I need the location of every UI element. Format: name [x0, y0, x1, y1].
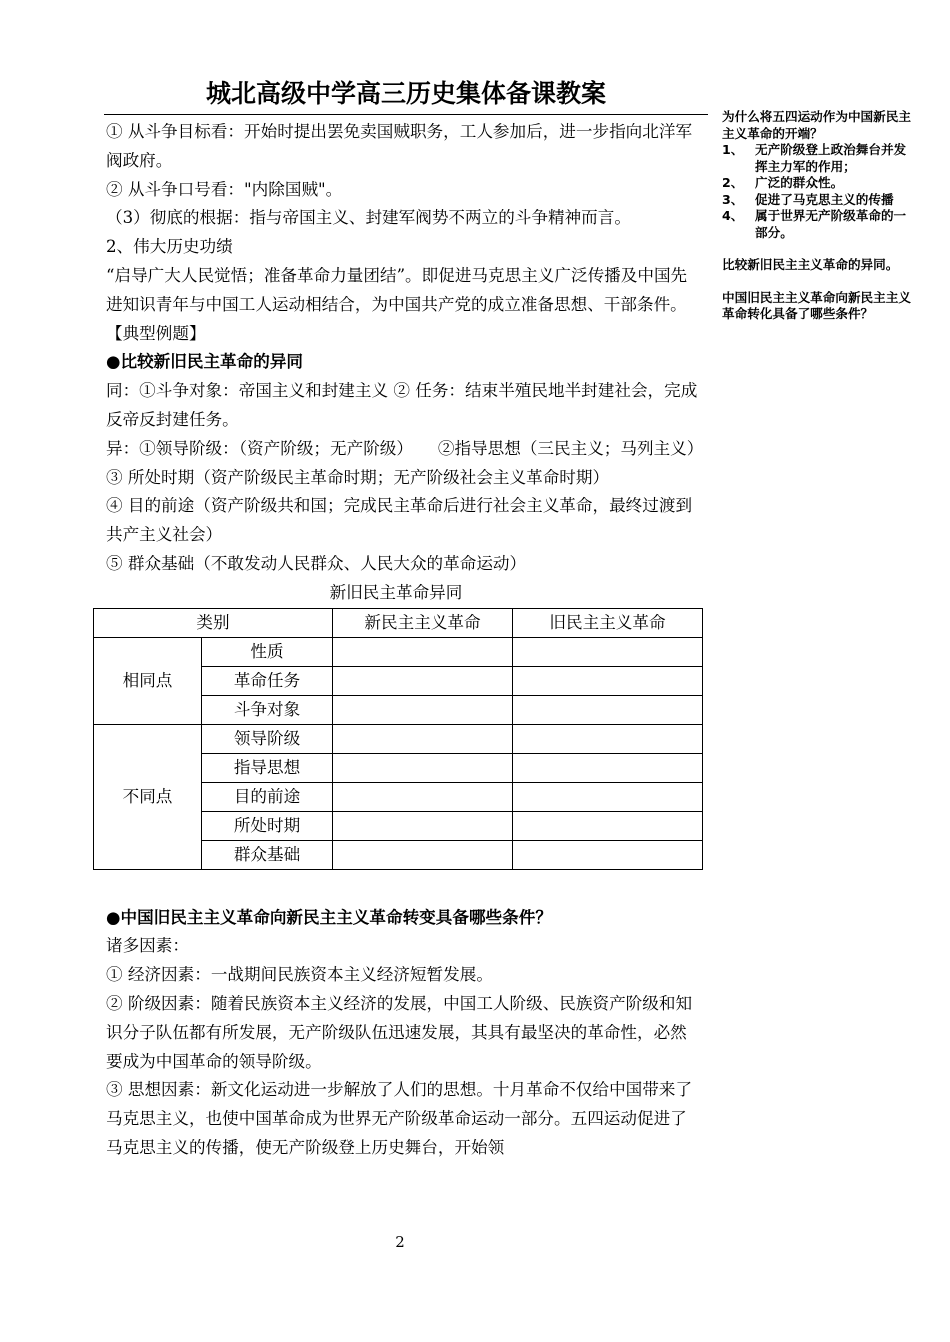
table-cell [333, 840, 513, 869]
row-label: 性质 [202, 637, 333, 666]
page-number: 2 [395, 1233, 405, 1251]
list-text: 属于世界无产阶级革命的一部分。 [755, 208, 907, 240]
page-title: 城北高级中学高三历史集体备课教案 [104, 74, 708, 115]
list-text: 无产阶级登上政治舞台并发挥主力军的作用； [755, 142, 907, 174]
list-item [722, 175, 914, 192]
table-header: 旧民主主义革命 [513, 608, 703, 637]
table-cell [333, 724, 513, 753]
paragraph: 【典型例题】 [106, 323, 206, 343]
section-heading: ●中国旧民主主义革命向新民主主义革命转变具备哪些条件？ [106, 907, 552, 927]
section-heading: ●比较新旧民主革命的异同 [106, 352, 304, 372]
row-label: 目的前途 [202, 782, 333, 811]
table-cell [513, 782, 703, 811]
table-cell [333, 666, 513, 695]
sidebar-question: 为什么将五四运动作为中国新民主主义革命的开端？ [722, 109, 911, 141]
table-cell [513, 840, 703, 869]
table-row [94, 637, 703, 666]
list-number: 2、 [722, 175, 744, 190]
table-cell [513, 724, 703, 753]
table-header: 新民主主义革命 [333, 608, 513, 637]
row-label: 指导思想 [202, 753, 333, 782]
table-cell [333, 637, 513, 666]
paragraph: ⑤ 群众基础（不敢发动人民群众、人民大众的革命运动） [106, 553, 527, 573]
paragraph: （3）彻底的根据：指与帝国主义、封建军阀势不两立的斗争精神而言。 [106, 208, 631, 228]
list-text: 促进了马克思主义的传播 [755, 191, 894, 207]
paragraph: 2、伟大历史功绩 [106, 237, 233, 257]
list-number: 1、 [722, 142, 744, 157]
row-label: 革命任务 [202, 666, 333, 695]
list-item [722, 208, 914, 241]
row-label: 群众基础 [202, 840, 333, 869]
paragraph: ② 从斗争口号看："内除国贼"。 [106, 179, 343, 199]
table-header-row [94, 608, 703, 637]
list-number: 3、 [722, 191, 744, 207]
list-text: 广泛的群众性。 [755, 175, 844, 190]
paragraph: ① 经济因素：一战期间民族资本主义经济短暂发展。 [106, 965, 493, 985]
table-cell [513, 695, 703, 724]
table-caption: 新旧民主革命异同 [329, 582, 463, 602]
paragraph: 诸多因素： [106, 936, 189, 956]
comparison-table [93, 608, 703, 870]
row-label: 斗争对象 [202, 695, 333, 724]
main-content [106, 118, 704, 1163]
table-cell [333, 782, 513, 811]
table-cell [333, 811, 513, 840]
row-label: 所处时期 [202, 811, 333, 840]
row-label: 领导阶级 [202, 724, 333, 753]
table-row [94, 724, 703, 753]
paragraph: ① 从斗争目标看：开始时提出罢免卖国贼职务，工人参加后，进一步指向北洋军阀政府。 [106, 122, 693, 170]
table-cell [513, 637, 703, 666]
paragraph: “启导广大人民觉悟；准备革命力量团结”。即促进马克思主义广泛传播及中国先进知识青年与中国工人运动相结合，为中国共产党的成立准备思想、干部条件。 [106, 265, 688, 314]
table-header: 类别 [94, 608, 333, 637]
paragraph: ③ 思想因素：新文化运动进一步解放了人们的思想。十月革命不仅给中国带来了马克思主义，也使中国革命成为世界无产阶级革命运动一部分。五四运动促进了马克思主义的传播，使无产阶级登上历史舞台，开始领 [106, 1080, 693, 1157]
paragraph: ④ 目的前途（资产阶级共和国；完成民主革命后进行社会主义革命，最终过渡到共产主义社会） [106, 496, 693, 545]
list-number: 4、 [722, 208, 744, 223]
sidebar-notes [722, 109, 914, 323]
sidebar-question: 比较新旧民主主义革命的异同。 [722, 257, 899, 272]
group-label: 不同点 [94, 724, 202, 869]
table-cell [333, 753, 513, 782]
table-cell [513, 811, 703, 840]
paragraph: 异：①领导阶级：（资产阶级；无产阶级） ②指导思想（三民主义；马列主义） [106, 438, 704, 458]
table-cell [513, 753, 703, 782]
paragraph: ② 阶级因素：随着民族资本主义经济的发展，中国工人阶级、民族资产阶级和知识分子队伍都有所发展，无产阶级队伍迅速发展，其具有最坚决的革命性，必然要成为中国革命的领导阶级。 [106, 993, 693, 1071]
table-cell [513, 666, 703, 695]
paragraph: ③ 所处时期（资产阶级民主革命时期；无产阶级社会主义革命时期） [106, 467, 610, 487]
list-item [722, 192, 914, 209]
table-cell [333, 695, 513, 724]
paragraph: 同：①斗争对象：帝国主义和封建主义 ② 任务：结束半殖民地半封建社会，完成反帝反封建任务。 [106, 381, 698, 429]
sidebar-question: 中国旧民主主义革命向新民主主义革命转化具备了哪些条件？ [722, 289, 911, 321]
group-label: 相同点 [94, 637, 202, 724]
list-item [722, 142, 914, 175]
